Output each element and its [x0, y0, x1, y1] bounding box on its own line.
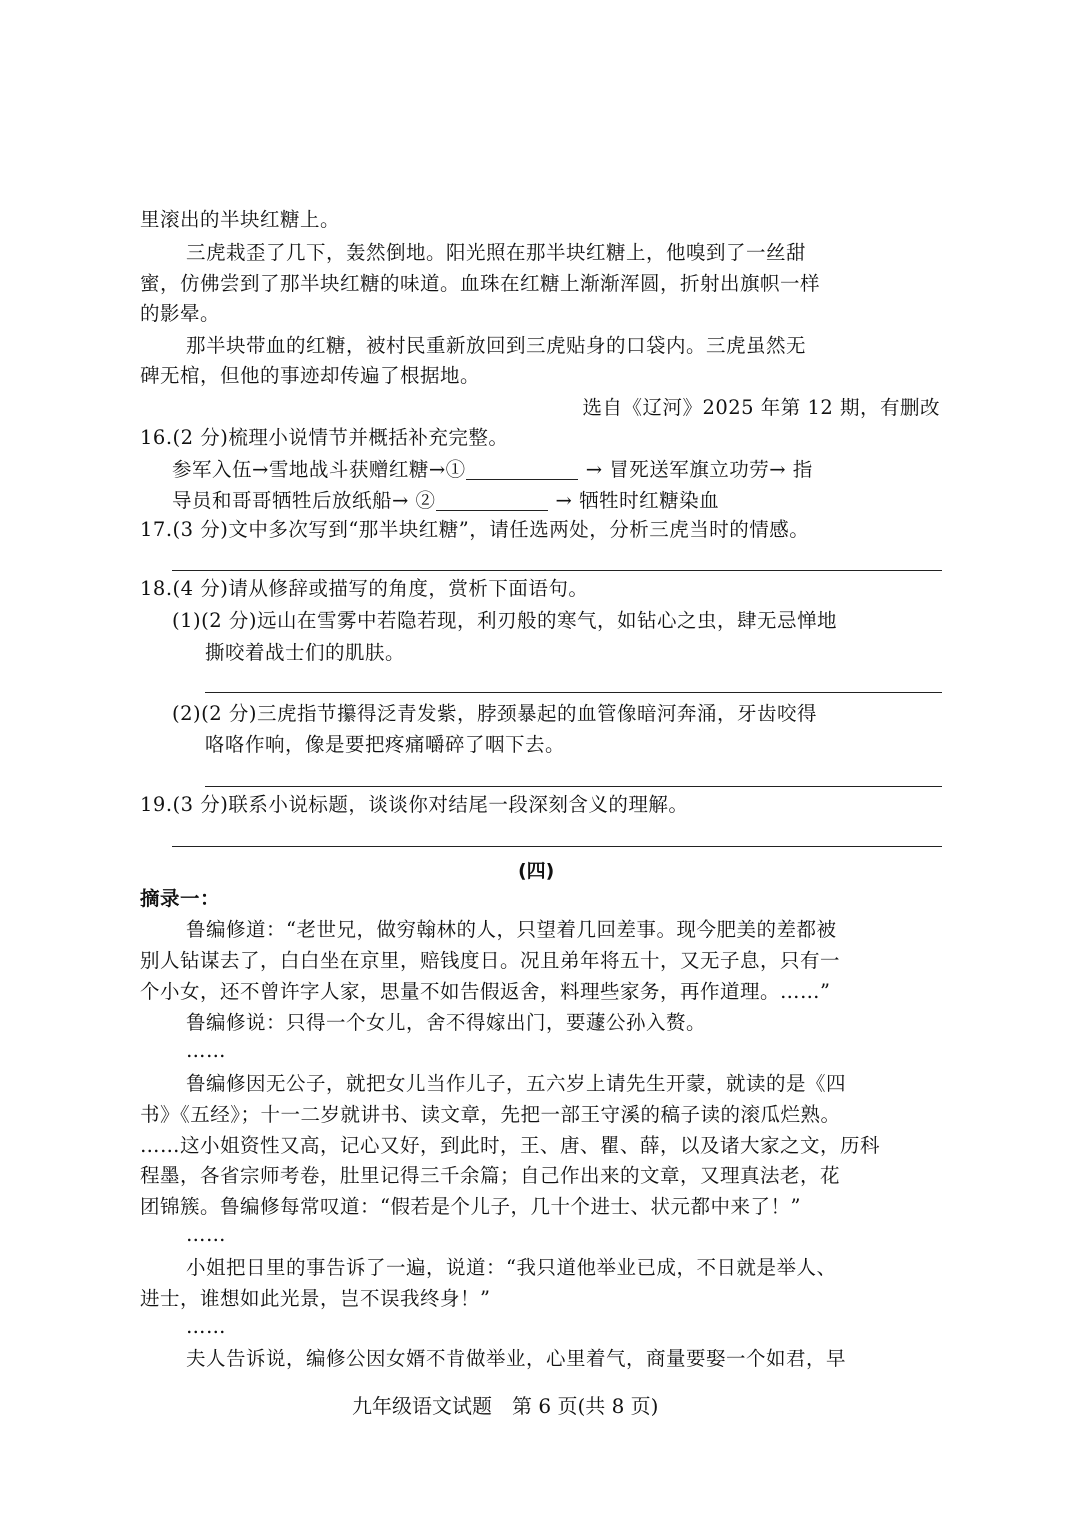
page-footer: 九年级语文试题 第 6 页(共 8 页) — [352, 1394, 659, 1418]
q16-line1-text: 参军入伍→雪地战斗获赠红糖→① — [172, 458, 466, 481]
excerpt-line: 夫人告诉说，编修公因女婿不肯做举业，心里着气，商量要娶一个如君，早 — [186, 1347, 847, 1370]
excerpt-label: 摘录一： — [140, 887, 221, 910]
answer-line[interactable] — [205, 692, 942, 693]
q16-answer-blank-2[interactable] — [436, 488, 548, 511]
question-18-part-2: (2)(2 分)三虎指节攥得泛青发紫，脖颈暴起的血管像暗河奔涌，牙齿咬得 — [172, 702, 817, 725]
q16-line2-text-b: → 牺牲时红糖染血 — [555, 489, 720, 512]
question-18-part-1-cont: 撕咬着战士们的肌肤。 — [205, 641, 406, 664]
excerpt-line: 程墨，各省宗师考卷，肚里记得三千余篇；自己作出来的文章，又理真法老，花 — [140, 1164, 841, 1187]
question-16-line-2 — [172, 488, 719, 514]
excerpt-line: 鲁编修因无公子，就把女儿当作儿子，五六岁上请先生开蒙，就读的是《四 — [186, 1072, 847, 1095]
story-line: 那半块带血的红糖，被村民重新放回到三虎贴身的口袋内。三虎虽然无 — [186, 334, 807, 357]
excerpt-line: 鲁编修道：“老世兄，做穷翰林的人，只望着几回差事。现今肥美的差都被 — [186, 918, 837, 941]
excerpt-line: 书》《五经》；十一二岁就讲书、读文章，先把一部王守溪的稿子读的滚瓜烂熟。 — [140, 1103, 841, 1126]
story-line: 碑无棺，但他的事迹却传遍了根据地。 — [140, 364, 481, 387]
answer-line[interactable] — [172, 846, 942, 847]
q16-line2-text: 导员和哥哥牺牲后放纸船→ ② — [172, 489, 436, 512]
story-line: 的影晕。 — [140, 302, 221, 325]
excerpt-line: 进士，谁想如此光景，岂不误我终身！” — [140, 1287, 491, 1310]
question-18-part-1: (1)(2 分)远山在雪雾中若隐若现，利刃般的寒气，如钻心之虫，肆无忌惮地 — [172, 609, 837, 632]
q16-line1-text-b: → 冒死送军旗立功劳→ 指 — [585, 458, 813, 481]
question-16-stem: 16.(2 分)梳理小说情节并概括补充完整。 — [140, 426, 509, 449]
ellipsis: …… — [186, 1315, 226, 1338]
ellipsis: …… — [186, 1039, 226, 1062]
answer-line[interactable] — [172, 570, 942, 571]
excerpt-line: 团锦簇。鲁编修每常叹道：“假若是个儿子，几十个进士、状元都中来了！” — [140, 1195, 801, 1218]
story-line: 蜜，仿佛尝到了那半块红糖的味道。血珠在红糖上渐渐浑圆，折射出旗帜一样 — [140, 272, 821, 295]
excerpt-line: 别人钻谋去了，白白坐在京里，赔钱度日。况且弟年将五十，又无子息，只有一 — [140, 949, 841, 972]
story-line: 里滚出的半块红糖上。 — [140, 208, 341, 231]
question-18-stem: 18.(4 分)请从修辞或描写的角度，赏析下面语句。 — [140, 577, 589, 600]
section-title: (四) — [518, 860, 555, 882]
q16-answer-blank-1[interactable] — [466, 457, 578, 480]
question-17-stem: 17.(3 分)文中多次写到“那半块红糖”，请任选两处，分析三虎当时的情感。 — [140, 518, 810, 541]
ellipsis: …… — [186, 1223, 226, 1246]
source-citation: 选自《辽河》2025 年第 12 期，有删改 — [582, 396, 940, 419]
question-18-part-2-cont: 咯咯作响，像是要把疼痛嚼碎了咽下去。 — [205, 733, 566, 756]
excerpt-line: ……这小姐资性又高，记心又好，到此时，王、唐、瞿、薛，以及诸大家之文，历科 — [140, 1134, 881, 1157]
story-line: 三虎栽歪了几下，轰然倒地。阳光照在那半块红糖上，他嗅到了一丝甜 — [186, 241, 807, 264]
excerpt-line: 鲁编修说：只得一个女儿，舍不得嫁出门，要蘧公孙入赘。 — [186, 1011, 707, 1034]
excerpt-line: 小姐把日里的事告诉了一遍，说道：“我只道他举业已成，不日就是举人、 — [186, 1256, 837, 1279]
answer-line[interactable] — [205, 786, 942, 787]
excerpt-line: 个小女，还不曾许字人家，思量不如告假返舍，料理些家务，再作道理。……” — [140, 980, 831, 1003]
question-16-line-1 — [172, 457, 813, 483]
question-19-stem: 19.(3 分)联系小说标题，谈谈你对结尾一段深刻含义的理解。 — [140, 793, 689, 816]
